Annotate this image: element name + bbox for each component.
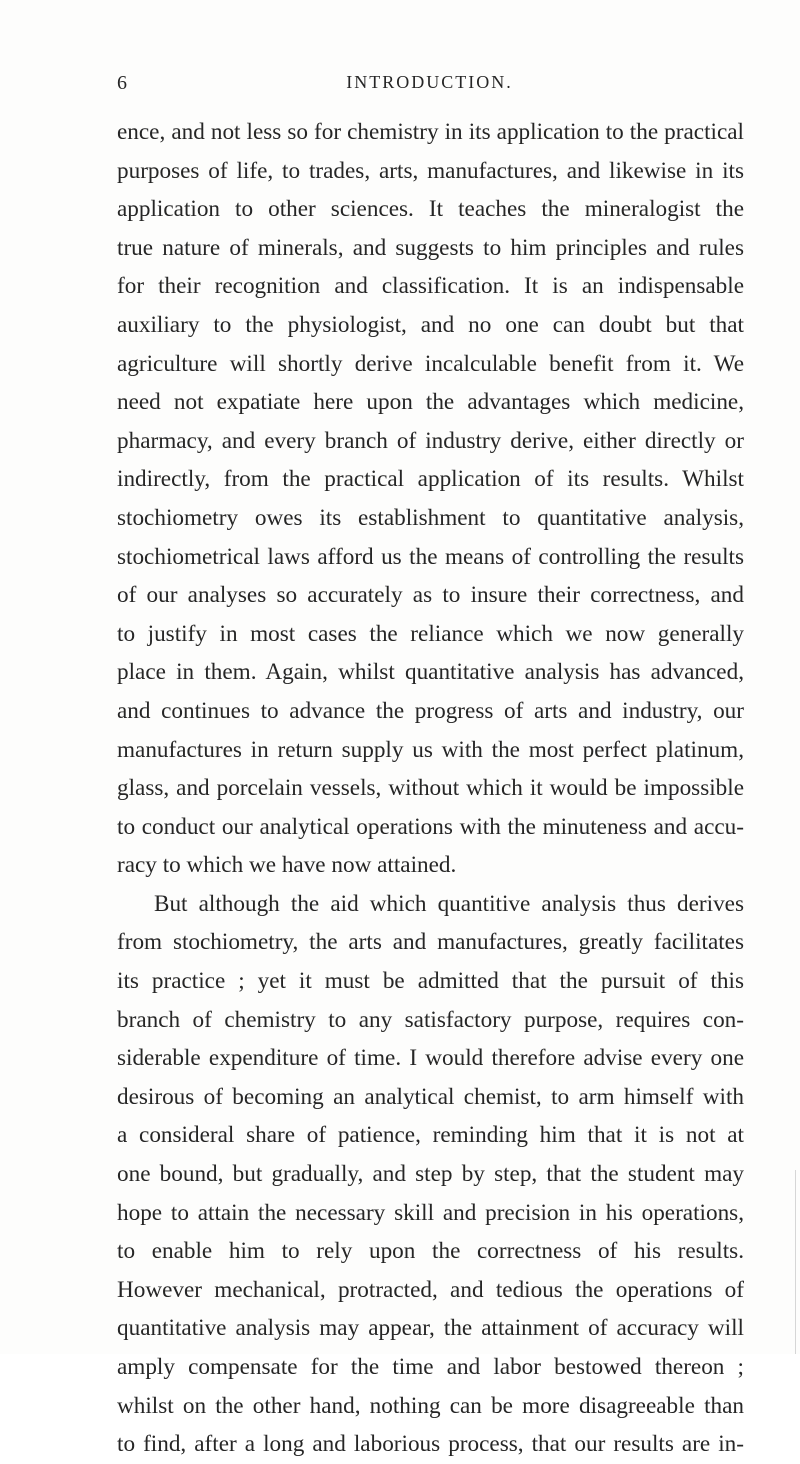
text-line: to justify in most cases the reliance which we now generally [117,620,744,647]
paragraph-start-line: But although the aid which quantitive analysis thus derives [154,890,744,917]
text-line: manufactures in return supply us with the most perfect platinum, [117,736,744,763]
text-line: glass, and porcelain vessels, without which it would be impossible [117,775,744,802]
running-head [117,72,742,102]
text-line: to enable him to rely upon the correctness of his results. [117,1238,744,1265]
text-line: for their recognition and classification. It is an indispensable [117,273,744,300]
text-line: application to other sciences. It teaches the mineralogist the [117,196,744,223]
body-text [117,113,744,1464]
text-line: and continues to advance the progress of arts and industry, our [117,697,744,724]
text-line: amply compensate for the time and labor bestowed thereon ; [117,1354,744,1380]
page-edge-shadow [795,1170,796,1354]
running-title: INTRODUCTION. [346,72,513,92]
text-line: auxiliary to the physiologist, and no one can doubt but that [117,311,744,338]
text-line: agriculture will shortly derive incalculable benefit from it. We [117,350,744,377]
text-line: need not expatiate here upon the advantages which medicine, [117,389,744,416]
text-line: siderable expenditure of time. I would therefore advise every one [117,1045,744,1072]
text-line: hope to attain the necessary skill and precision in his operations, [117,1199,744,1226]
text-line: ence, and not less so for chemistry in its application to the practical [117,119,744,145]
text-line: to conduct our analytical operations with the minuteness and accu- [117,813,744,840]
page-number: 6 [117,72,128,94]
text-line: purposes of life, to trades, arts, manufactures, and likewise in its [117,157,744,184]
text-line: its practice ; yet it must be admitted that the pursuit of this [117,968,744,995]
text-line: place in them. Again, whilst quantitative analysis has advanced, [117,659,744,686]
text-line: quantitative analysis may appear, the attainment of accuracy will [117,1315,744,1342]
text-line: stochiometrical laws afford us the means of controlling the results [117,543,744,570]
text-line: true nature of minerals, and suggests to him principles and rules [117,234,744,261]
text-line: one bound, but gradually, and step by step, that the student may [117,1161,744,1188]
text-line: indirectly, from the practical application of its results. Whilst [117,466,744,493]
text-line: stochiometry owes its establishment to quantitative analysis, [117,504,744,531]
text-line: desirous of becoming an analytical chemist, to arm himself with [117,1083,744,1110]
text-line: whilst on the other hand, nothing can be more disagreeable than [117,1392,744,1419]
text-line: from stochiometry, the arts and manufactures, greatly facilitates [117,929,744,956]
text-line: pharmacy, and every branch of industry derive, either directly or [117,427,744,454]
text-line: a consideral share of patience, reminding him that it is not at [117,1122,744,1149]
text-line: of our analyses so accurately as to insure their correctness, and [117,582,744,609]
paragraph-end-line: racy to which we have now attained. [117,852,457,879]
text-line: to find, after a long and laborious process, that our results are in- [117,1431,744,1458]
text-line: branch of chemistry to any satisfactory purpose, requires con- [117,1006,744,1033]
text-line: However mechanical, protracted, and tedious the operations of [117,1276,744,1303]
